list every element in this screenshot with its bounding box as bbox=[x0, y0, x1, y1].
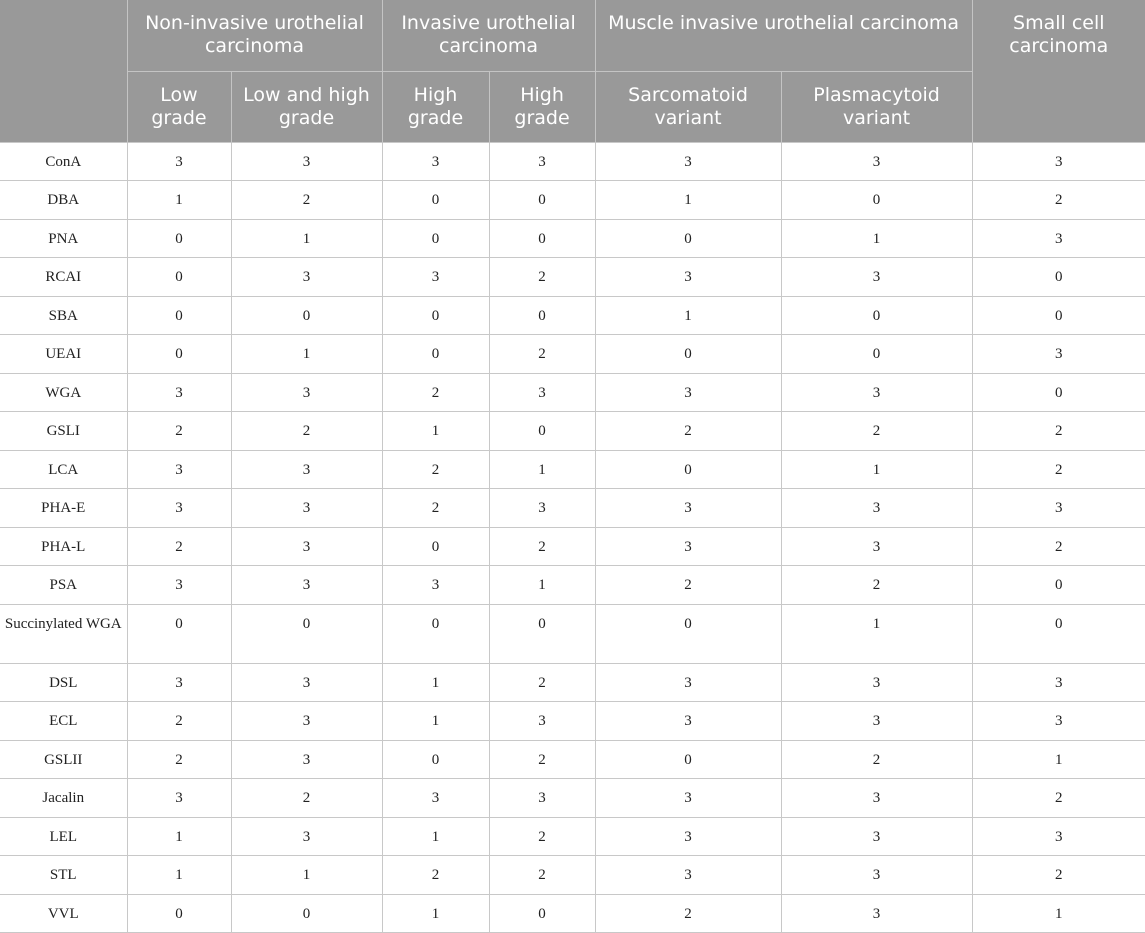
group-header-small-cell: Small cell carcinoma bbox=[972, 0, 1145, 142]
group-header-invasive: Invasive urothelial carcinoma bbox=[382, 0, 595, 71]
subheader-high-grade-2: High grade bbox=[489, 71, 595, 142]
score-cell: 2 bbox=[781, 740, 972, 779]
score-cell: 2 bbox=[127, 527, 231, 566]
score-cell: 0 bbox=[231, 296, 382, 335]
score-cell: 0 bbox=[489, 894, 595, 933]
subheader-sarcomatoid-variant: Sarcomatoid variant bbox=[595, 71, 781, 142]
group-header-non-invasive: Non-invasive urothelial carcinoma bbox=[127, 0, 382, 71]
score-cell: 2 bbox=[382, 489, 489, 528]
row-label: WGA bbox=[0, 373, 127, 412]
score-cell: 0 bbox=[972, 258, 1145, 297]
score-cell: 3 bbox=[595, 373, 781, 412]
score-cell: 3 bbox=[595, 527, 781, 566]
score-cell: 1 bbox=[382, 412, 489, 451]
score-cell: 2 bbox=[489, 527, 595, 566]
score-cell: 0 bbox=[382, 740, 489, 779]
table-header bbox=[0, 0, 1145, 142]
score-cell: 0 bbox=[972, 373, 1145, 412]
score-cell: 0 bbox=[127, 335, 231, 374]
score-cell: 1 bbox=[231, 219, 382, 258]
score-cell: 0 bbox=[972, 296, 1145, 335]
score-cell: 1 bbox=[781, 450, 972, 489]
table-row bbox=[0, 181, 1145, 220]
score-cell: 3 bbox=[127, 566, 231, 605]
table-row bbox=[0, 335, 1145, 374]
score-cell: 3 bbox=[127, 663, 231, 702]
table-row bbox=[0, 142, 1145, 181]
score-cell: 2 bbox=[489, 856, 595, 895]
score-cell: 1 bbox=[231, 335, 382, 374]
score-cell: 2 bbox=[972, 527, 1145, 566]
score-cell: 1 bbox=[489, 566, 595, 605]
row-label: DBA bbox=[0, 181, 127, 220]
score-cell: 2 bbox=[972, 412, 1145, 451]
score-cell: 0 bbox=[489, 296, 595, 335]
score-cell: 1 bbox=[781, 219, 972, 258]
score-cell: 3 bbox=[382, 779, 489, 818]
row-label: PNA bbox=[0, 219, 127, 258]
score-cell: 2 bbox=[231, 779, 382, 818]
score-cell: 2 bbox=[972, 779, 1145, 818]
row-label: ConA bbox=[0, 142, 127, 181]
table-row bbox=[0, 219, 1145, 258]
score-cell: 2 bbox=[489, 663, 595, 702]
row-label: LCA bbox=[0, 450, 127, 489]
score-cell: 0 bbox=[489, 412, 595, 451]
score-cell: 1 bbox=[382, 663, 489, 702]
score-cell: 2 bbox=[382, 856, 489, 895]
score-cell: 3 bbox=[231, 740, 382, 779]
score-cell: 3 bbox=[595, 142, 781, 181]
score-cell: 0 bbox=[595, 740, 781, 779]
table-row bbox=[0, 817, 1145, 856]
score-cell: 1 bbox=[972, 894, 1145, 933]
table-row bbox=[0, 412, 1145, 451]
score-cell: 3 bbox=[781, 373, 972, 412]
score-cell: 3 bbox=[595, 702, 781, 741]
score-cell: 0 bbox=[781, 335, 972, 374]
score-cell: 1 bbox=[127, 181, 231, 220]
score-cell: 3 bbox=[231, 258, 382, 297]
score-cell: 0 bbox=[231, 894, 382, 933]
table-row bbox=[0, 258, 1145, 297]
score-cell: 0 bbox=[382, 296, 489, 335]
score-cell: 3 bbox=[127, 142, 231, 181]
row-label: STL bbox=[0, 856, 127, 895]
table-row bbox=[0, 450, 1145, 489]
row-label: UEAI bbox=[0, 335, 127, 374]
score-cell: 3 bbox=[231, 566, 382, 605]
score-cell: 2 bbox=[127, 702, 231, 741]
score-cell: 0 bbox=[781, 296, 972, 335]
table-row bbox=[0, 663, 1145, 702]
score-cell: 3 bbox=[595, 258, 781, 297]
score-cell: 2 bbox=[595, 894, 781, 933]
score-cell: 1 bbox=[781, 604, 972, 663]
row-label: Jacalin bbox=[0, 779, 127, 818]
row-label: GSLII bbox=[0, 740, 127, 779]
score-cell: 3 bbox=[231, 817, 382, 856]
score-cell: 0 bbox=[489, 181, 595, 220]
score-cell: 2 bbox=[489, 740, 595, 779]
score-cell: 0 bbox=[231, 604, 382, 663]
score-cell: 2 bbox=[231, 181, 382, 220]
score-cell: 3 bbox=[972, 817, 1145, 856]
score-cell: 3 bbox=[231, 527, 382, 566]
score-cell: 2 bbox=[972, 181, 1145, 220]
score-cell: 3 bbox=[231, 489, 382, 528]
score-cell: 2 bbox=[972, 450, 1145, 489]
score-cell: 0 bbox=[489, 219, 595, 258]
score-cell: 3 bbox=[382, 258, 489, 297]
score-cell: 0 bbox=[595, 219, 781, 258]
table-row bbox=[0, 604, 1145, 663]
score-cell: 2 bbox=[781, 566, 972, 605]
table-body bbox=[0, 142, 1145, 933]
score-cell: 3 bbox=[127, 779, 231, 818]
score-cell: 3 bbox=[231, 702, 382, 741]
score-cell: 2 bbox=[972, 856, 1145, 895]
score-cell: 3 bbox=[127, 489, 231, 528]
table-row bbox=[0, 856, 1145, 895]
table-row bbox=[0, 894, 1145, 933]
score-cell: 3 bbox=[382, 142, 489, 181]
row-label: Succinylated WGA bbox=[0, 604, 127, 663]
score-cell: 3 bbox=[781, 142, 972, 181]
score-cell: 2 bbox=[489, 817, 595, 856]
score-cell: 3 bbox=[781, 258, 972, 297]
row-label: RCAI bbox=[0, 258, 127, 297]
score-cell: 2 bbox=[595, 566, 781, 605]
score-cell: 3 bbox=[595, 817, 781, 856]
subheader-plasmacytoid-variant: Plasmacytoid variant bbox=[781, 71, 972, 142]
score-cell: 1 bbox=[127, 817, 231, 856]
score-cell: 2 bbox=[231, 412, 382, 451]
score-cell: 0 bbox=[382, 335, 489, 374]
score-cell: 2 bbox=[489, 258, 595, 297]
score-cell: 1 bbox=[595, 296, 781, 335]
score-cell: 1 bbox=[382, 817, 489, 856]
table-row bbox=[0, 527, 1145, 566]
score-cell: 3 bbox=[231, 373, 382, 412]
score-cell: 3 bbox=[781, 856, 972, 895]
score-cell: 2 bbox=[489, 335, 595, 374]
score-cell: 1 bbox=[595, 181, 781, 220]
table-row bbox=[0, 566, 1145, 605]
score-cell: 3 bbox=[781, 894, 972, 933]
score-cell: 3 bbox=[972, 663, 1145, 702]
table-row bbox=[0, 740, 1145, 779]
score-cell: 0 bbox=[781, 181, 972, 220]
group-header-muscle-invasive: Muscle invasive urothelial carcinoma bbox=[595, 0, 972, 71]
score-cell: 0 bbox=[595, 335, 781, 374]
row-label: DSL bbox=[0, 663, 127, 702]
score-cell: 3 bbox=[231, 142, 382, 181]
score-cell: 1 bbox=[127, 856, 231, 895]
score-cell: 3 bbox=[489, 142, 595, 181]
score-cell: 3 bbox=[972, 219, 1145, 258]
score-cell: 1 bbox=[382, 702, 489, 741]
score-cell: 2 bbox=[382, 373, 489, 412]
score-cell: 3 bbox=[781, 527, 972, 566]
score-cell: 1 bbox=[972, 740, 1145, 779]
score-cell: 3 bbox=[382, 566, 489, 605]
score-cell: 3 bbox=[489, 489, 595, 528]
score-cell: 0 bbox=[382, 181, 489, 220]
score-cell: 1 bbox=[231, 856, 382, 895]
score-cell: 0 bbox=[595, 604, 781, 663]
score-cell: 2 bbox=[127, 412, 231, 451]
corner-header-cell bbox=[0, 0, 127, 142]
row-label: ECL bbox=[0, 702, 127, 741]
row-label: VVL bbox=[0, 894, 127, 933]
score-cell: 3 bbox=[972, 702, 1145, 741]
score-cell: 0 bbox=[127, 258, 231, 297]
score-cell: 3 bbox=[781, 663, 972, 702]
score-cell: 3 bbox=[595, 663, 781, 702]
score-cell: 1 bbox=[489, 450, 595, 489]
row-label: GSLI bbox=[0, 412, 127, 451]
score-cell: 3 bbox=[595, 856, 781, 895]
score-cell: 0 bbox=[382, 219, 489, 258]
row-label: PSA bbox=[0, 566, 127, 605]
score-cell: 0 bbox=[127, 219, 231, 258]
score-cell: 0 bbox=[127, 604, 231, 663]
score-cell: 2 bbox=[127, 740, 231, 779]
score-cell: 0 bbox=[382, 527, 489, 566]
row-label: LEL bbox=[0, 817, 127, 856]
score-cell: 2 bbox=[382, 450, 489, 489]
score-cell: 0 bbox=[972, 604, 1145, 663]
score-cell: 0 bbox=[382, 604, 489, 663]
score-cell: 3 bbox=[231, 450, 382, 489]
score-cell: 3 bbox=[489, 373, 595, 412]
score-cell: 3 bbox=[127, 373, 231, 412]
score-cell: 3 bbox=[781, 779, 972, 818]
score-cell: 3 bbox=[781, 817, 972, 856]
table-row bbox=[0, 489, 1145, 528]
score-cell: 3 bbox=[231, 663, 382, 702]
score-cell: 3 bbox=[972, 489, 1145, 528]
score-cell: 0 bbox=[127, 296, 231, 335]
score-cell: 3 bbox=[595, 779, 781, 818]
row-label: PHA-L bbox=[0, 527, 127, 566]
table-row bbox=[0, 702, 1145, 741]
score-cell: 0 bbox=[489, 604, 595, 663]
score-cell: 2 bbox=[781, 412, 972, 451]
subheader-low-and-high-grade: Low and high grade bbox=[231, 71, 382, 142]
score-cell: 3 bbox=[489, 702, 595, 741]
score-cell: 0 bbox=[972, 566, 1145, 605]
score-cell: 3 bbox=[781, 489, 972, 528]
score-cell: 3 bbox=[972, 335, 1145, 374]
score-cell: 3 bbox=[972, 142, 1145, 181]
score-cell: 0 bbox=[595, 450, 781, 489]
score-cell: 3 bbox=[595, 489, 781, 528]
subheader-low-grade: Low grade bbox=[127, 71, 231, 142]
table-row bbox=[0, 779, 1145, 818]
table-row bbox=[0, 373, 1145, 412]
score-cell: 0 bbox=[127, 894, 231, 933]
subheader-high-grade: High grade bbox=[382, 71, 489, 142]
row-label: SBA bbox=[0, 296, 127, 335]
table-row bbox=[0, 296, 1145, 335]
score-cell: 3 bbox=[489, 779, 595, 818]
score-cell: 2 bbox=[595, 412, 781, 451]
score-cell: 3 bbox=[127, 450, 231, 489]
score-cell: 3 bbox=[781, 702, 972, 741]
row-label: PHA-E bbox=[0, 489, 127, 528]
score-cell: 1 bbox=[382, 894, 489, 933]
